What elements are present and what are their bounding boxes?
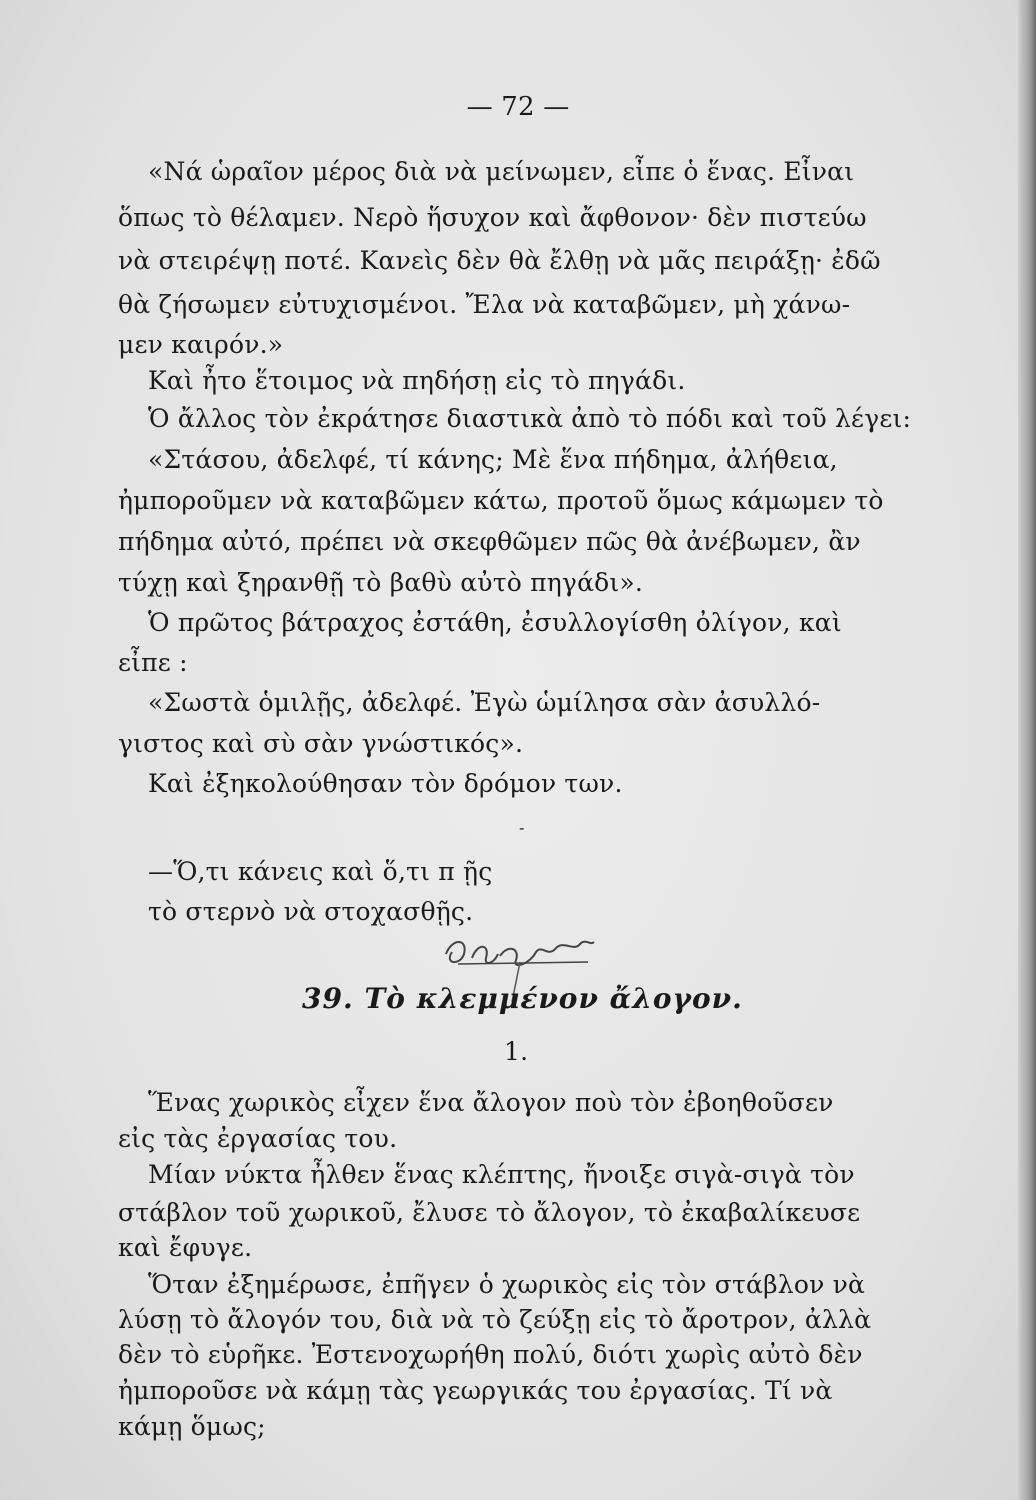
text-line: ὅπως τὸ θέλαμεν. Νερὸ ἥσυχον καὶ ἄφθονον· δὲν πιστεύω: [118, 203, 867, 232]
text-line: «Στάσου, ἀδελφέ, τί κάνης; Μὲ ἕνα πήδημα, ἀλήθεια,: [148, 445, 838, 474]
text-line: νὰ στειρέψῃ ποτέ. Κανεὶς δὲν θὰ ἔλθῃ νὰ μᾶς πειράξῃ· ἐδῶ: [118, 246, 881, 275]
text-line: εἶπε :: [118, 648, 188, 677]
text-line: Καὶ ἦτο ἕτοιμος νὰ πηδήσῃ εἰς τὸ πηγάδι.: [148, 366, 686, 395]
text-line: γιστος καὶ σὺ σὰν γνώστικός».: [118, 729, 524, 758]
text-line: θὰ ζήσωμεν εὐτυχισμένοι. Ἔλα νὰ καταβῶμεν, μὴ χάνω-: [118, 290, 851, 319]
text-line: Καὶ ἐξηκολούθησαν τὸν δρόμον των.: [148, 769, 623, 798]
text-line: μεν καιρόν.»: [118, 330, 284, 359]
text-line: λύσῃ τὸ ἄλογόν του, διὰ νὰ τὸ ζεύξῃ εἰς τὸ ἄροτρον, ἀλλὰ: [118, 1305, 872, 1334]
section-title: 39. Τὸ κλεμμένον ἄλογον.: [302, 982, 743, 1015]
text-line: εἰς τὰς ἐργασίας του.: [118, 1124, 398, 1153]
text-line: καὶ ἔφυγε.: [118, 1233, 253, 1262]
text-line: τύχῃ καὶ ξηρανθῇ τὸ βαθὺ αὐτὸ πηγάδι».: [118, 568, 644, 597]
text-line: Μίαν νύκτα ἦλθεν ἕνας κλέπτης, ἤνοιξε σιγὰ-σιγὰ τὸν: [148, 1160, 855, 1189]
text-line: Ὁ πρῶτος βάτραχος ἐστάθη, ἐσυλλογίσθη ὀλίγον, καὶ: [148, 608, 842, 637]
text-line: «Νά ὡραῖον μέρος διὰ νὰ μείνωμεν, εἶπε ὁ ἕνας. Εἶναι: [148, 157, 855, 186]
text-line: ἠμποροῦσε νὰ κάμῃ τὰς γεωργικάς του ἐργασίας. Τί νὰ: [118, 1376, 833, 1405]
text-line: στάβλον τοῦ χωρικοῦ, ἔλυσε τὸ ἄλογον, τὸ ἐκαβαλίκευσε: [118, 1198, 861, 1227]
page-edge-shadow: [1018, 0, 1036, 1500]
page-number: — 72 —: [466, 92, 570, 122]
proverb-line: τὸ στερνὸ νὰ στοχασθῇς.: [148, 897, 474, 926]
text-line: πήδημα αὐτό, πρέπει νὰ σκεφθῶμεν πῶς θὰ ἀνέβωμεν, ἂν: [118, 527, 861, 556]
text-line: Ἕνας χωρικὸς εἶχεν ἕνα ἄλογον ποὺ τὸν ἐβοηθοῦσεν: [148, 1088, 834, 1117]
section-number: 1.: [504, 1037, 529, 1066]
text-line: Ὁ ἄλλος τὸν ἐκράτησε διαστικὰ ἀπὸ τὸ πόδι καὶ τοῦ λέγει:: [148, 404, 912, 433]
text-line: ἠμποροῦμεν νὰ καταβῶμεν κάτω, προτοῦ ὅμως κάμωμεν τὸ: [118, 486, 884, 515]
separator-mark: -: [519, 818, 525, 837]
text-line: δὲν τὸ εὑρῆκε. Ἐστενοχωρήθη πολύ, διότι χωρὶς αὐτὸ δὲν: [118, 1340, 863, 1369]
text-line: «Σωστὰ ὁμιλῇς, ἀδελφέ. Ἐγὼ ὡμίλησα σὰν ἀσυλλό-: [148, 688, 821, 717]
text-line: κάμῃ ὅμως;: [118, 1412, 266, 1441]
text-line: Ὅταν ἐξημέρωσε, ἐπῆγεν ὁ χωρικὸς εἰς τὸν στάβλον νὰ: [148, 1270, 866, 1299]
proverb-line: —Ὅ,τι κάνεις καὶ ὅ,τι π ῇς: [148, 857, 493, 886]
